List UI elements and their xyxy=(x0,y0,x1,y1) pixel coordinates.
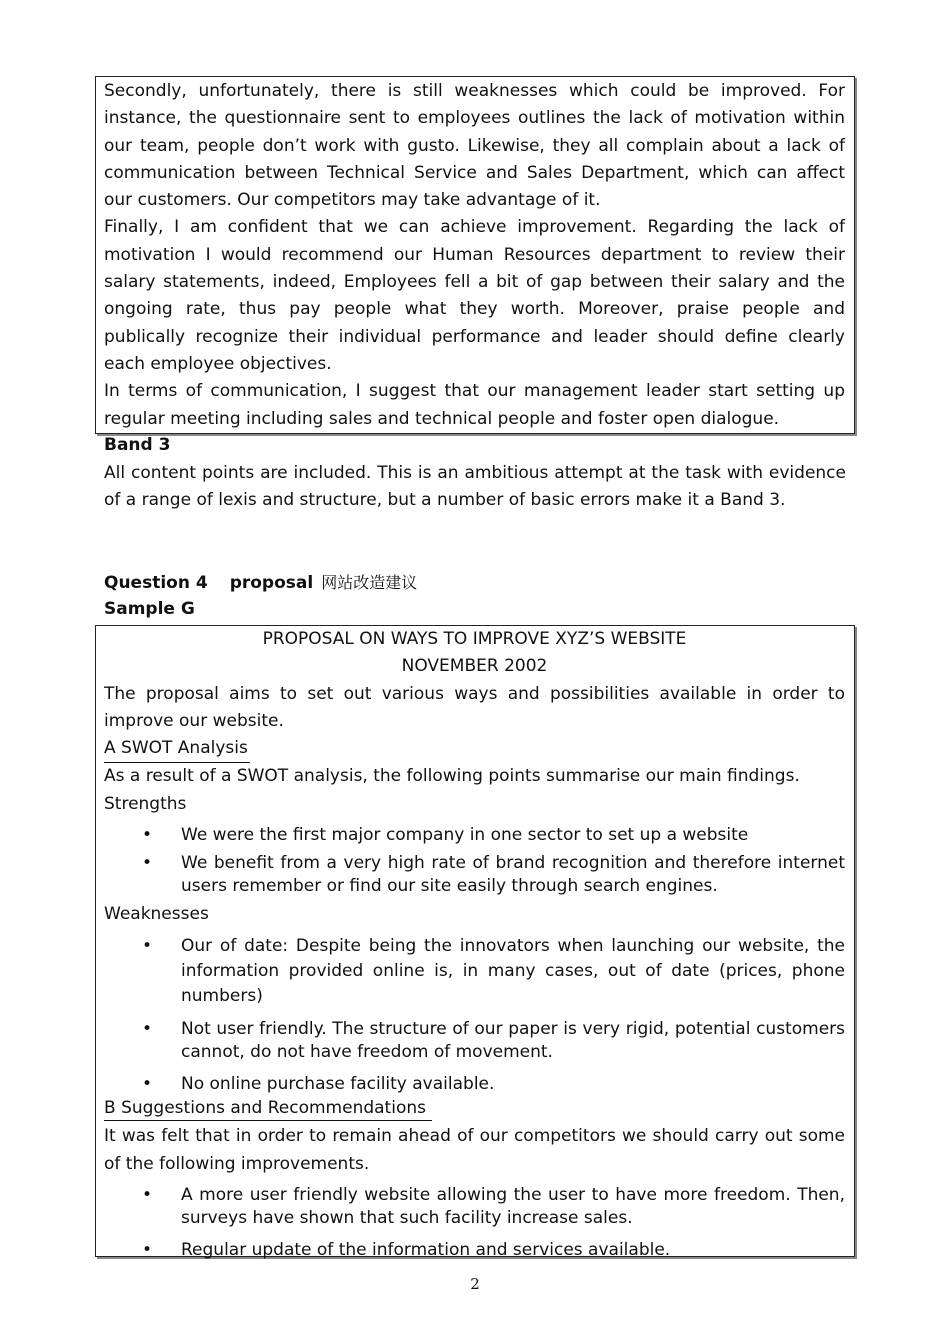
weaknesses-label: Weaknesses xyxy=(104,904,209,925)
sample-label: Sample G xyxy=(104,599,195,619)
list-item: • Regular update of the information and services available. xyxy=(142,1239,671,1260)
section-b-heading: B Suggestions and Recommendations xyxy=(104,1096,432,1121)
bullet-icon: • xyxy=(142,936,153,957)
list-item: • A more user friendly website allowing the user to have more freedom. Then, surveys have shown that such facility increase sales. xyxy=(142,1184,845,1228)
page-number: 2 xyxy=(470,1275,480,1293)
bullet-icon: • xyxy=(142,1239,153,1260)
list-item: • We were the first major company in one sector to set up a website xyxy=(142,825,749,846)
recommendations-list xyxy=(104,1184,845,1262)
weaknesses-list xyxy=(104,934,845,1096)
sample-f-box xyxy=(95,76,855,434)
proposal-intro: The proposal aims to set out various ways and possibilities available in order to improve our website. xyxy=(104,683,845,731)
sample-f-paragraph-3: In terms of communication, I suggest that our management leader start setting up regular meeting including sales and technical people and foster open dialogue. xyxy=(104,381,845,429)
band-heading: Band 3 xyxy=(104,435,171,455)
bullet-icon: • xyxy=(142,1184,153,1205)
bullet-icon: • xyxy=(142,1074,153,1095)
sample-f-paragraph-1: Secondly, unfortunately, there is still weaknesses which could be improved. For instance, the questionnaire sent to employees outlines the lack of motivation within our team, people don’t work with gusto. Likewise, they all complain about a lack of communication between Technical Service and Sales Department, which can affect our customers. Our competitors may take advantage of it. xyxy=(104,81,845,211)
section-b-heading-row xyxy=(104,1096,845,1121)
band-comment: All content points are included. This is an ambitious attempt at the task with evidence of a range of lexis and structure, but a number of basic errors make it a Band 3. xyxy=(104,463,846,511)
list-item: • No online purchase facility available. xyxy=(142,1074,495,1095)
question-heading xyxy=(104,569,846,597)
proposal-date: NOVEMBER 2002 xyxy=(401,656,548,677)
bullet-icon: • xyxy=(142,825,153,846)
bullet-icon: • xyxy=(142,1019,153,1040)
bullet-icon: • xyxy=(142,853,153,874)
proposal-title: PROPOSAL ON WAYS TO IMPROVE XYZ’S WEBSITE xyxy=(262,629,687,649)
question-type: proposal xyxy=(229,573,314,593)
proposal-box xyxy=(95,625,855,1260)
question-label: Question 4 xyxy=(104,573,208,593)
question-chinese-title: 网站改造建议 xyxy=(321,573,418,592)
section-b-text: It was felt that in order to remain ahead of our competitors we should carry out some of the following improvements. xyxy=(104,1126,845,1174)
section-a-heading: A SWOT Analysis xyxy=(104,735,250,763)
sample-f-paragraph-2: Finally, I am confident that we can achieve improvement. Regarding the lack of motivation I would recommend our Human Resources department to review their salary statements, indeed, Employees fell a bit of gap between their salary and the ongoing rate, thus pay people what they worth. Moreover, praise people and publically recognize their individual performance and leader should define clearly each employee objectives. xyxy=(104,217,845,374)
list-item: • Not user friendly. The structure of our paper is very rigid, potential customers cannot, do not have freedom of movement. xyxy=(142,1019,845,1063)
strengths-label: Strengths xyxy=(104,793,187,814)
list-item: • Our of date: Despite being the innovators when launching our website, the information provided online is, in many cases, out of date (prices, phone numbers) xyxy=(142,936,845,1007)
section-a-text: As a result of a SWOT analysis, the following points summarise our main findings. xyxy=(104,766,800,787)
strengths-list xyxy=(104,824,845,898)
section-a-heading-row xyxy=(104,735,845,763)
list-item: • We benefit from a very high rate of brand recognition and therefore internet users remember or find our site easily through search engines. xyxy=(142,853,845,897)
